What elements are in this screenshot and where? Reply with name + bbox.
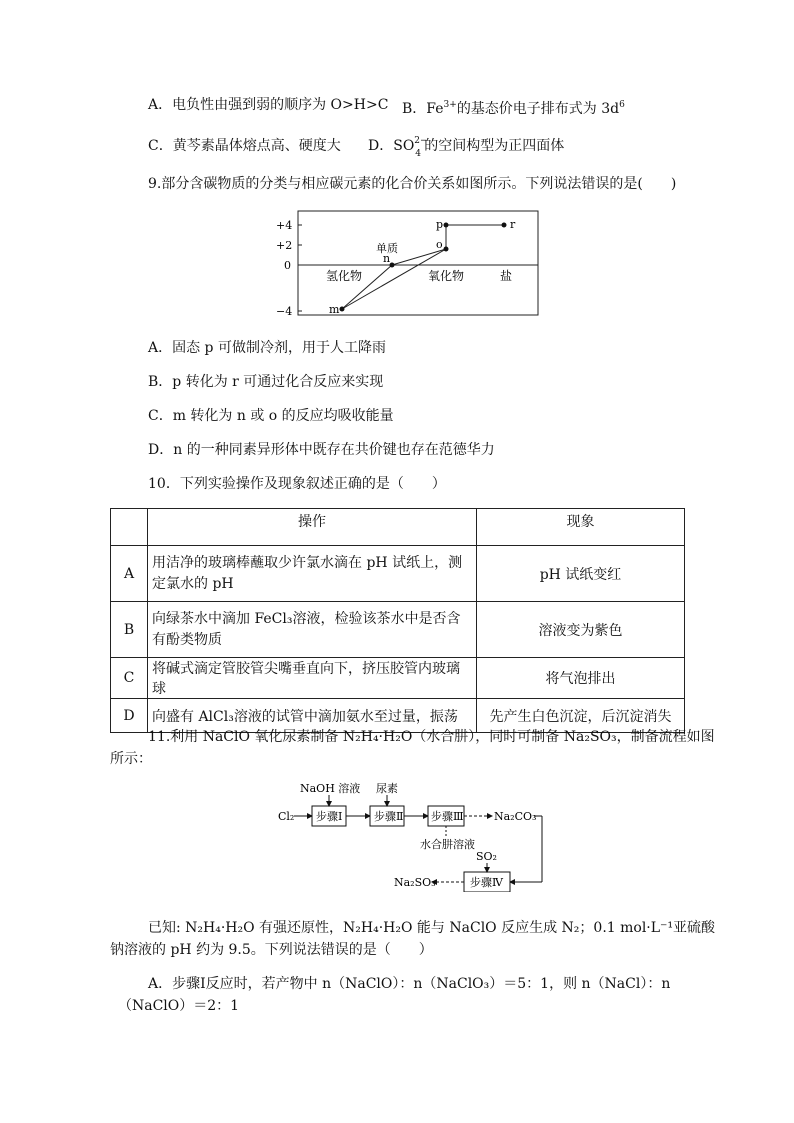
label-r: r [510,218,516,231]
point-n [390,263,395,268]
header-operation: 操作 [148,509,477,546]
q9-option-c: C．m 转化为 n 或 o 的反应均吸收能量 [148,408,394,424]
point-o [444,247,449,252]
ytick-minus4: −4 [276,305,293,318]
q8-option-b: B．$Fe^{3+}$的基态价电子排布式为 $3d^6$ [402,100,625,117]
label-na2so3: Na₂SO₃ [394,876,436,889]
label-naoh: NaOH 溶液 [300,782,361,795]
table-row: A 用洁净的玻璃棒蘸取少许氯水滴在 pH 试纸上，测定氯水的 pH pH 试纸变红 [111,546,685,602]
q11-option-a-line2: （NaClO）＝2：1 [118,998,240,1014]
experiment-table [110,508,685,733]
table-header-row [111,509,685,546]
category-oxide: 氧化物 [428,269,465,283]
table-row: B 向绿茶水中滴加 FeCl₃溶液，检验该茶水中是否含有酚类物质 溶液变为紫色 [111,602,685,658]
header-phenomenon: 现象 [477,509,685,546]
point-m [340,307,345,312]
q9-option-a: A．固态 p 可做制冷剂，用于人工降雨 [148,340,386,356]
label-na2co3: Na₂CO₃ [494,810,537,823]
point-r [502,223,507,228]
label-cl2: Cl₂ [278,810,295,823]
point-p [444,223,449,228]
label-m: m [329,303,340,316]
label-urea: 尿素 [376,782,398,795]
q9-option-b: B．p 转化为 r 可通过化合反应来实现 [148,374,384,390]
step4-label: 步骤Ⅳ [470,876,503,889]
q11-known-line1: 已知: N₂H₄·H₂O 有强还原性，N₂H₄·H₂O 能与 NaClO 反应生成 N₂；0.1 mol·L⁻¹亚硫酸 [148,920,716,936]
q11-stem-line2: 所示： [110,751,152,767]
category-salt: 盐 [500,269,513,283]
q11-known-line2: 钠溶液的 pH 约为 9.5。下列说法错误的是（ ） [110,942,433,958]
step3-label: 步骤Ⅲ [431,810,464,823]
q8-option-a: A．电负性由强到弱的顺序为 O>H>C [148,97,389,113]
table-row: D 向盛有 AlCl₃溶液的试管中滴加氨水至过量，振荡 先产生白色沉淀，后沉淀消失 [111,699,685,733]
q11-option-a-line1: A．步骤Ⅰ反应时，若产物中 n（NaClO）：n（NaClO₃）＝5：1，则 n（NaCl）：n [148,976,671,992]
q8-option-c: C．黄芩素晶体熔点高、硬度大 [148,138,341,154]
category-hydride: 氢化物 [326,269,363,283]
q8-option-d: D．SO 2− 4 的空间构型为正四面体 [368,136,565,159]
label-so2: SO₂ [476,850,497,863]
label-n: n [383,252,391,265]
ytick-plus2: +2 [276,239,293,252]
q9-stem: 9.部分含碳物质的分类与相应碳元素的化合价关系如图所示。下列说法错误的是( ) [148,176,677,192]
q9-option-d: D．n 的一种同素异形体中既存在共价键也存在范德华力 [148,442,495,458]
label-p: p [436,218,444,231]
step2-label: 步骤Ⅱ [374,810,404,823]
ytick-zero: 0 [284,259,291,272]
valence-class-diagram [270,207,550,319]
label-hydrazine: 水合肼溶液 [420,838,475,851]
table-row: C 将碱式滴定管胶管尖嘴垂直向下，挤压胶管内玻璃球 将气泡排出 [111,658,685,699]
preparation-flowchart [272,778,552,892]
step1-label: 步骤Ⅰ [316,810,343,823]
ytick-plus4: +4 [276,219,293,232]
q11-stem-line1: 11.利用 NaClO 氧化尿素制备 N₂H₄·H₂O（水合肼），同时可制备 Na₂SO₃，制备流程如图 [148,729,715,745]
q10-stem: 10．下列实验操作及现象叙述正确的是（ ） [148,476,446,492]
category-element: 单质 [376,242,398,255]
label-o: o [436,238,443,251]
